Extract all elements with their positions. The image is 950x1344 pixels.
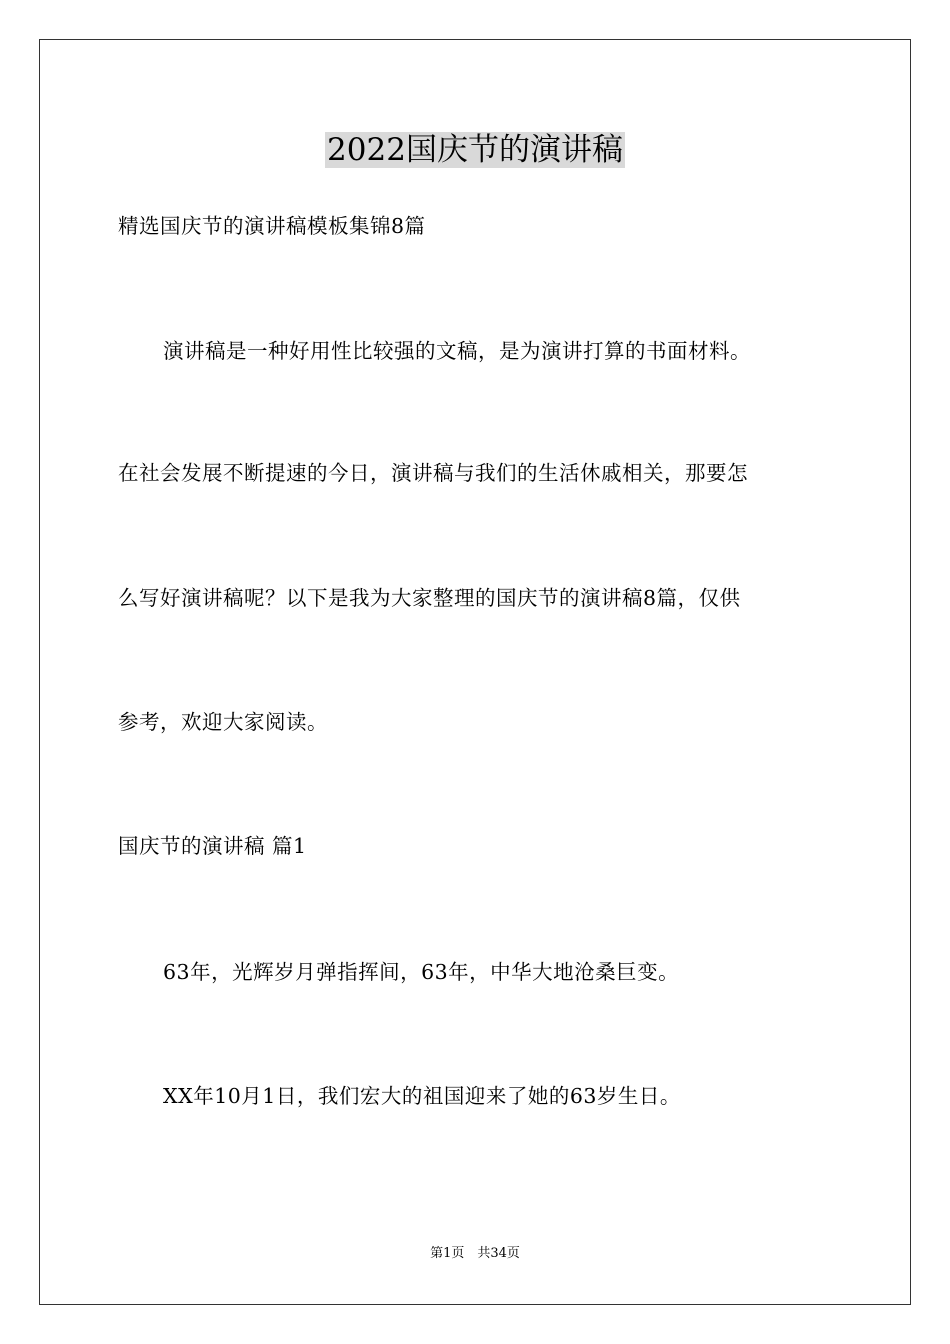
document-title <box>0 128 950 172</box>
paragraph-line: 63年，光辉岁月弹指挥间，63年，中华大地沧桑巨变。 <box>163 960 680 984</box>
paragraph-line: 参考，欢迎大家阅读。 <box>118 710 328 734</box>
paragraph-line: XX年10月1日，我们宏大的祖国迎来了她的63岁生日。 <box>163 1084 681 1108</box>
paragraph-line: 么写好演讲稿呢？以下是我为大家整理的国庆节的演讲稿8篇，仅供 <box>118 586 741 610</box>
page-footer: 第1页 共34页 <box>430 1246 520 1261</box>
title-text: 2022国庆节的演讲稿 <box>327 132 623 168</box>
paragraph-line: 演讲稿是一种好用性比较强的文稿，是为演讲打算的书面材料。 <box>163 339 751 363</box>
subtitle-line: 精选国庆节的演讲稿模板集锦8篇 <box>118 214 426 238</box>
section-heading: 国庆节的演讲稿 篇1 <box>118 834 307 858</box>
paragraph-line: 在社会发展不断提速的今日，演讲稿与我们的生活休戚相关，那要怎 <box>118 461 748 485</box>
